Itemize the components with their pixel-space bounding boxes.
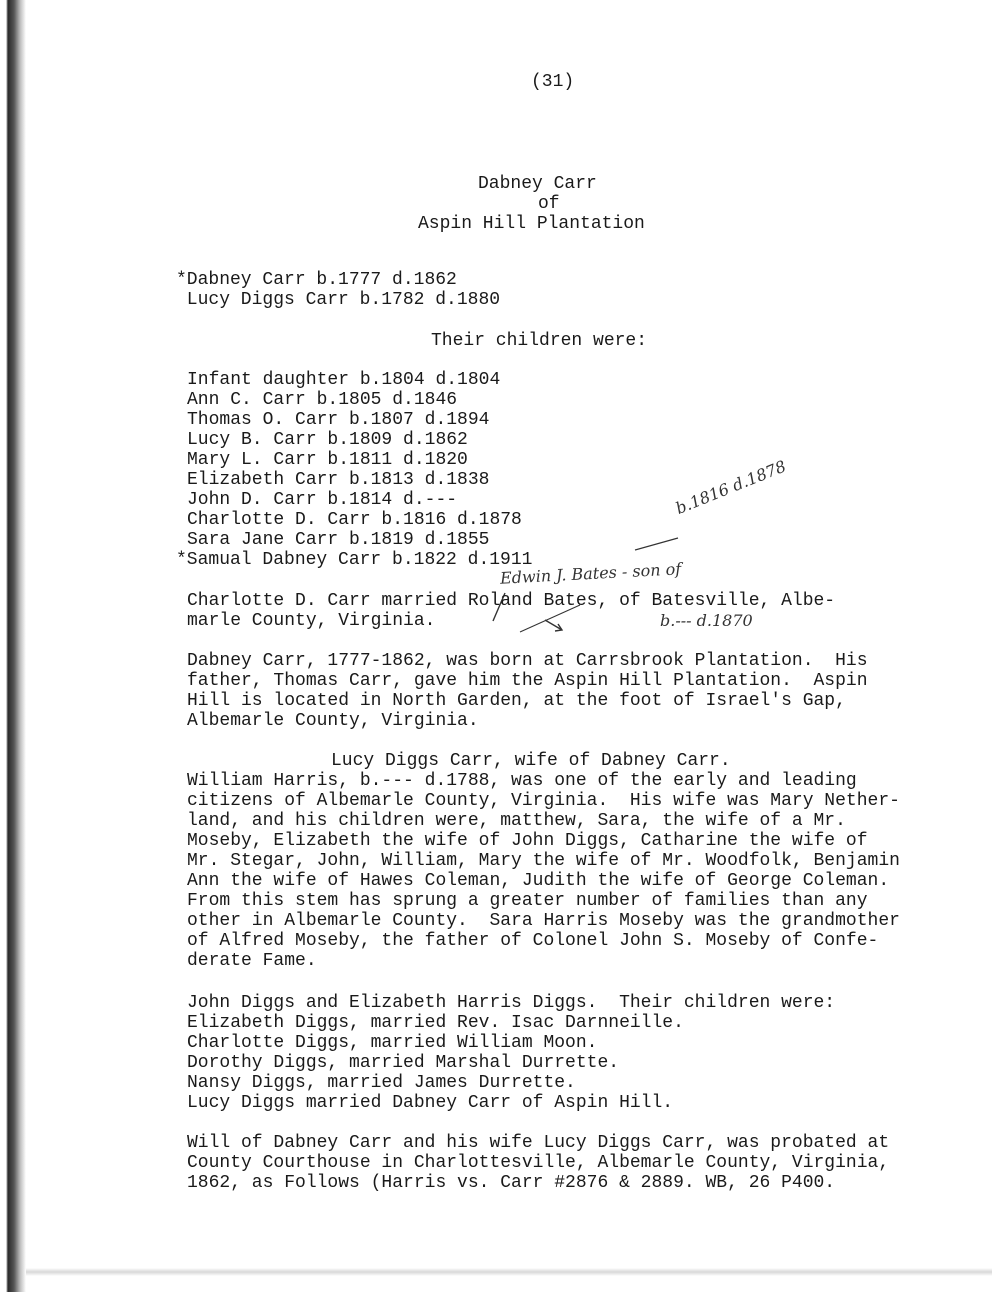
paragraph-line: of Alfred Moseby, the father of Colonel John S. Moseby of Confe- [187, 931, 879, 951]
paragraph-line: From this stem has sprung a greater number of families than any [187, 891, 868, 911]
section-heading: Lucy Diggs Carr, wife of Dabney Carr. [331, 751, 731, 771]
child-line: Thomas O. Carr b.1807 d.1894 [187, 410, 490, 430]
handwritten-dates-bottom: b.--- d.1870 [660, 611, 753, 630]
paragraph-line: father, Thomas Carr, gave him the Aspin Hill Plantation. Aspin [187, 671, 868, 691]
child-line: Charlotte D. Carr b.1816 d.1878 [187, 510, 522, 530]
handwritten-dates-top: b.1816 d.1878 [672, 456, 789, 518]
paragraph-line: Ann the wife of Hawes Coleman, Judith the wife of George Coleman. [187, 871, 890, 891]
paragraph-line: Moseby, Elizabeth the wife of John Diggs, Catharine the wife of [187, 831, 868, 851]
paragraph-line: 1862, as Follows (Harris vs. Carr #2876 & 2889. WB, 26 P400. [187, 1173, 836, 1193]
title-line-2: of [538, 194, 560, 214]
paragraph-line: Dabney Carr, 1777-1862, was born at Carrsbrook Plantation. His [187, 651, 868, 671]
child-line: John D. Carr b.1814 d.--- [187, 490, 458, 510]
binding-shadow [0, 0, 26, 1292]
children-heading: Their children were: [431, 331, 648, 351]
paragraph-line: other in Albemarle County. Sara Harris Moseby was the grandmother [187, 911, 900, 931]
child-line: Infant daughter b.1804 d.1804 [187, 370, 501, 390]
parent-line: Lucy Diggs Carr b.1782 d.1880 [176, 290, 501, 310]
child-line: Elizabeth Carr b.1813 d.1838 [187, 470, 490, 490]
insert-arrow-icon [545, 620, 562, 631]
child-line: *Samual Dabney Carr b.1822 d.1911 [176, 550, 533, 570]
paragraph-line: Will of Dabney Carr and his wife Lucy Diggs Carr, was probated at [187, 1133, 890, 1153]
child-line: Lucy B. Carr b.1809 d.1862 [187, 430, 468, 450]
paragraph-line: Lucy Diggs married Dabney Carr of Aspin Hill. [187, 1093, 674, 1113]
paragraph-line: County Courthouse in Charlottesville, Albemarle County, Virginia, [187, 1153, 890, 1173]
paragraph-line: derate Fame. [187, 951, 317, 971]
paragraph-line: Elizabeth Diggs, married Rev. Isac Darnneille. [187, 1013, 684, 1033]
child-line: Mary L. Carr b.1811 d.1820 [187, 450, 468, 470]
title-line-3: Aspin Hill Plantation [418, 214, 645, 234]
page-edge-shadow [26, 1268, 992, 1276]
paragraph-line: Mr. Stegar, John, William, Mary the wife of Mr. Woodfolk, Benjamin [187, 851, 900, 871]
page-number: (31) [531, 72, 575, 92]
paragraph-line: Albemarle County, Virginia. [187, 711, 479, 731]
handwritten-name: Edwin J. Bates - son of [499, 559, 682, 588]
annotation-line-icon [635, 538, 678, 550]
paragraph-line: Dorothy Diggs, married Marshal Durrette. [187, 1053, 620, 1073]
marriage-line: marle County, Virginia. [187, 611, 436, 631]
paragraph-line: citizens of Albemarle County, Virginia. His wife was Mary Nether- [187, 791, 900, 811]
handwritten-marks [460, 520, 720, 640]
marriage-line: Charlotte D. Carr married Roland Bates, of Batesville, Albe- [187, 591, 836, 611]
paragraph-line: Charlotte Diggs, married William Moon. [187, 1033, 598, 1053]
paragraph-line: John Diggs and Elizabeth Harris Diggs. Their children were: [187, 993, 836, 1013]
child-line: Sara Jane Carr b.1819 d.1855 [187, 530, 490, 550]
title-line-1: Dabney Carr [478, 174, 597, 194]
paragraph-line: Hill is located in North Garden, at the foot of Israel's Gap, [187, 691, 846, 711]
paragraph-line: land, and his children were, matthew, Sara, the wife of a Mr. [187, 811, 846, 831]
child-line: Ann C. Carr b.1805 d.1846 [187, 390, 458, 410]
paragraph-line: Nansy Diggs, married James Durrette. [187, 1073, 576, 1093]
paragraph-line: William Harris, b.--- d.1788, was one of the early and leading [187, 771, 857, 791]
parent-line: *Dabney Carr b.1777 d.1862 [176, 270, 457, 290]
